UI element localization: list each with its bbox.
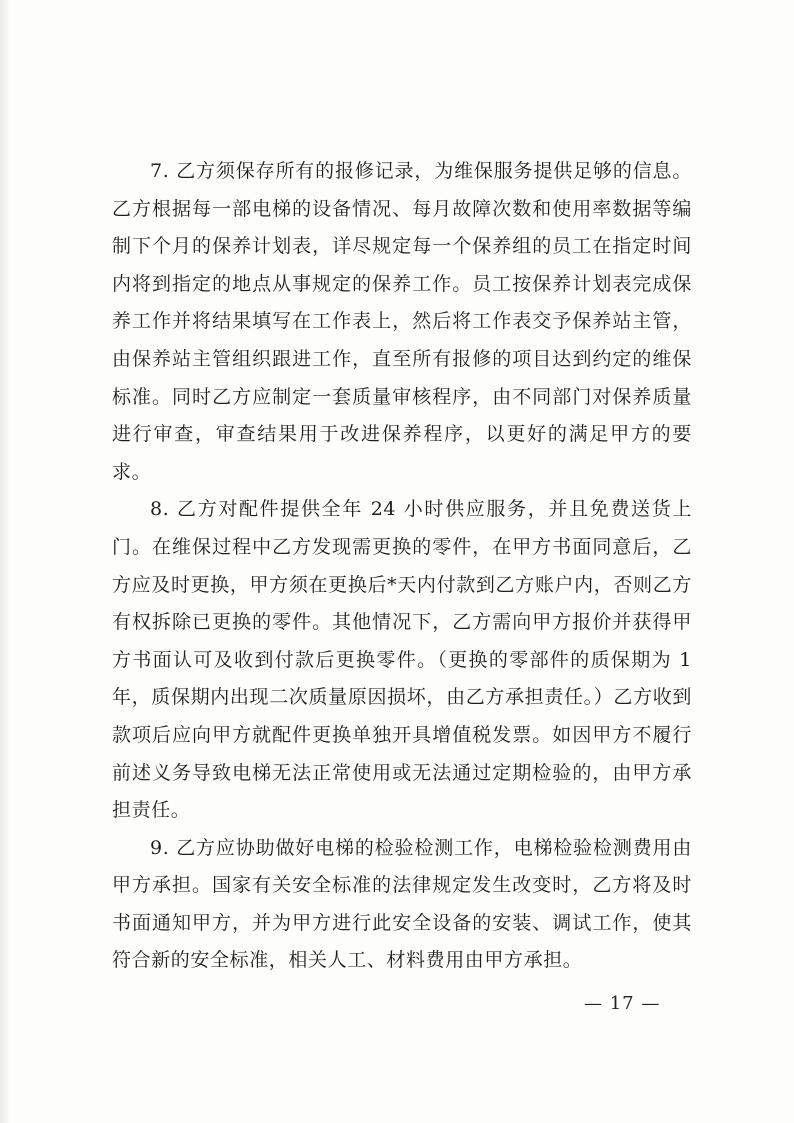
page-edge-shadow	[0, 0, 10, 1123]
paragraph-8: 8. 乙方对配件提供全年 24 小时供应服务，并且免费送货上门。在维保过程中乙方发现需更换的零件，在甲方书面同意后，乙方应及时更换，甲方须在更换后*天内付款到乙方账户内，否则乙方有权拆除已更换的零件。其他情况下，乙方需向甲方报价并获得甲方书面认可及收到付款后更换零件。（更换的零部件的质保期为 1 年，质保期内出现二次质量原因损坏，由乙方承担责任。）乙方收到款项后应向甲方就配件更换单独开具增值税发票。如因甲方不履行前述义务导致电梯无法正常使用或无法通过定期检验的，由甲方承担责任。	[112, 498, 692, 822]
document-body	[112, 153, 692, 980]
page-number: — 17 —	[584, 993, 661, 1014]
paragraph-9: 9. 乙方应协助做好电梯的检验检测工作，电梯检验检测费用由甲方承担。国家有关安全标准的法律规定发生改变时，乙方将及时书面通知甲方，并为甲方进行此安全设备的安装、调试工作，使其符合新的安全标准，相关人工、材料费用由甲方承担。	[112, 836, 692, 972]
paragraph-7: 7. 乙方须保存所有的报修记录，为维保服务提供足够的信息。乙方根据每一部电梯的设备情况、每月故障次数和使用率数据等编制下个月的保养计划表，详尽规定每一个保养组的员工在指定时间内将到指定的地点从事规定的保养工作。员工按保养计划表完成保养工作并将结果填写在工作表上，然后将工作表交予保养站主管，由保养站主管组织跟进工作，直至所有报修的项目达到约定的维保标准。同时乙方应制定一套质量审核程序，由不同部门对保养质量进行审查，审查结果用于改进保养程序，以更好的满足甲方的要求。	[112, 160, 692, 483]
